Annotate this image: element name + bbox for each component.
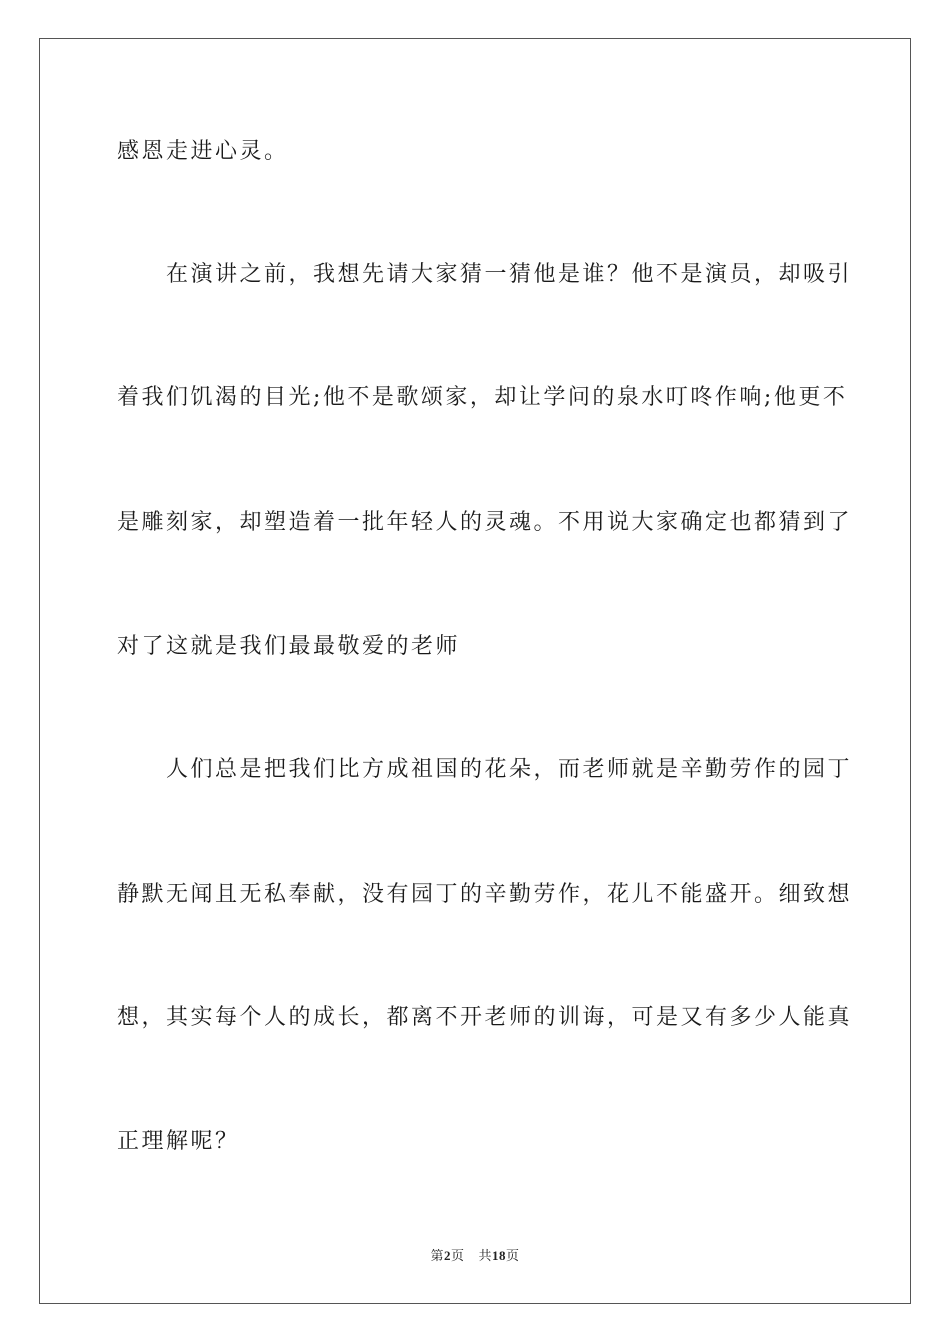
body-line-7: 静默无闻且无私奉献，没有园丁的辛勤劳作，花儿不能盛开。细致想 xyxy=(117,882,853,907)
body-line-4: 是雕刻家，却塑造着一批年轻人的灵魂。不用说大家确定也都猜到了 xyxy=(117,510,853,535)
page-footer xyxy=(0,1247,950,1266)
page-prefix: 第 xyxy=(430,1249,444,1264)
page-border xyxy=(39,38,911,1304)
current-page-number: 2 xyxy=(443,1248,451,1263)
total-suffix: 页 xyxy=(506,1249,520,1264)
total-prefix: 共 xyxy=(478,1249,493,1264)
body-line-3: 着我们饥渴的目光;他不是歌颂家，却让学问的泉水叮咚作响;他更不 xyxy=(117,385,848,410)
total-page-count: 18 xyxy=(492,1248,507,1263)
body-line-2: 在演讲之前，我想先请大家猜一猜他是谁？他不是演员，却吸引 xyxy=(117,262,853,287)
body-line-6: 人们总是把我们比方成祖国的花朵，而老师就是辛勤劳作的园丁 xyxy=(117,757,853,782)
page-suffix: 页 xyxy=(450,1249,465,1264)
body-line-8: 想，其实每个人的成长，都离不开老师的训诲，可是又有多少人能真 xyxy=(117,1005,853,1030)
body-line-1: 感恩走进心灵。 xyxy=(117,139,289,164)
body-line-5: 对了这就是我们最最敬爱的老师 xyxy=(117,634,461,659)
body-line-9: 正理解呢？ xyxy=(117,1129,240,1154)
